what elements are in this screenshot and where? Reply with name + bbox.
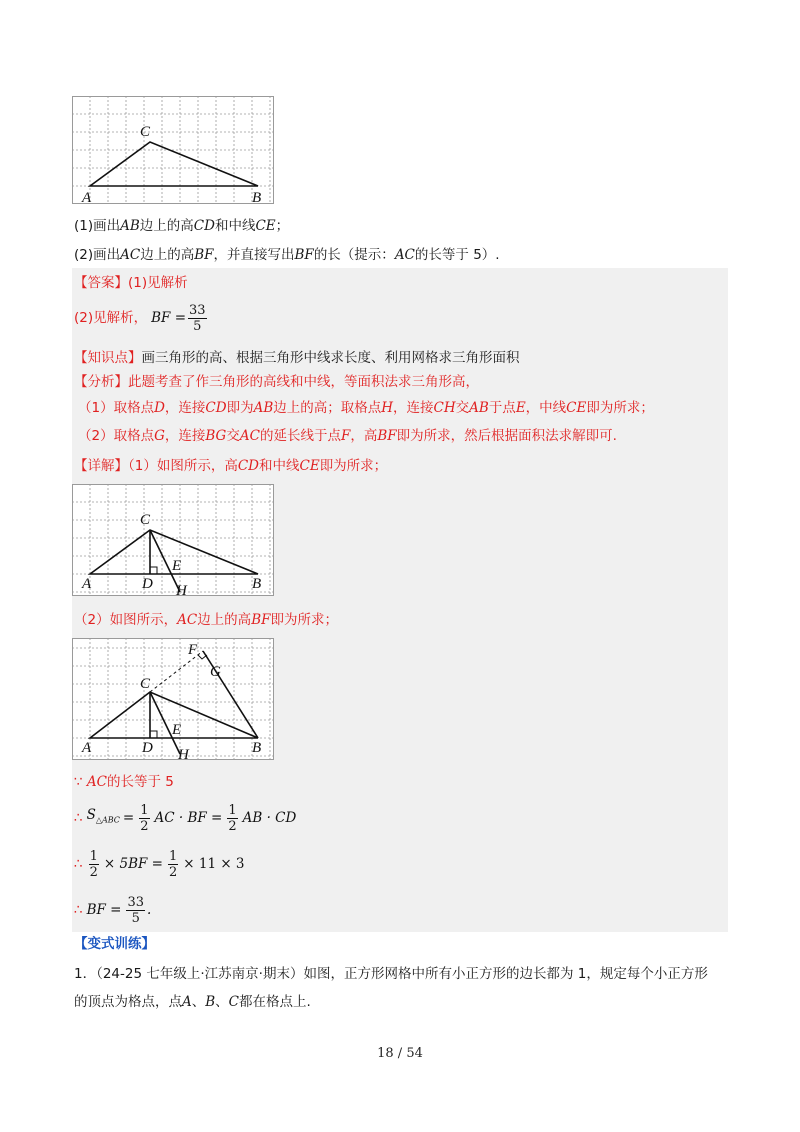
variant-question-line-2: 的顶点为格点，点A、B、C都在格点上. — [74, 994, 311, 1010]
proof-line-4: ∴ BF = $\frac{33}{5}$ . — [74, 894, 152, 926]
analysis-step-2: （2）取格点G，连接BG交AC的延长线于点F，高BF即为所求，然后根据面积法求解即可. — [78, 428, 617, 444]
svg-text:A: A — [82, 576, 92, 592]
label-c: C — [140, 124, 151, 140]
detail-line-1: 【详解】（1）如图所示，高CD和中线CE即为所求； — [74, 458, 388, 474]
answer-fraction: $\frac{33}{5}$ — [189, 302, 206, 334]
answer-line-1: 【答案】(1)见解析 — [74, 275, 188, 291]
svg-text:E: E — [172, 722, 182, 738]
label-b: B — [252, 190, 262, 204]
figure-altitude-bf — [72, 638, 274, 760]
svg-text:E: E — [172, 558, 182, 574]
svg-text:D: D — [142, 740, 153, 756]
svg-text:B: B — [252, 576, 262, 592]
variant-question-line-1: 1．（24-25 七年级上·江苏南京·期末）如图，正方形网格中所有小正方形的边长都为 1，规定每个小正方形 — [74, 966, 708, 982]
answer-line-2: (2)见解析， BF = $\frac{33}{5}$ — [74, 302, 206, 334]
svg-text:F: F — [188, 642, 198, 658]
question-1: (1)画出AB边上的高CD和中线CE； — [74, 218, 290, 234]
variant-heading: 【变式训练】 — [74, 936, 155, 952]
label-a: A — [82, 190, 92, 204]
figure-triangle-abc — [72, 96, 274, 204]
svg-text:G: G — [210, 664, 221, 680]
svg-text:B: B — [252, 740, 262, 756]
knowledge-line: 【知识点】画三角形的高、根据三角形中线求长度、利用网格求三角形面积 — [74, 350, 520, 366]
figure-median-altitude — [72, 484, 274, 596]
proof-line-3: ∴ $\frac{1}{2}$ × 5BF = $\frac{1}{2}$ × 11 × 3 — [74, 848, 245, 880]
proof-line-2: ∴ $S_{\triangle ABC}$ = $\frac{1}{2}$ AC · BF = $\frac{1}{2}$ AB · CD — [74, 802, 297, 834]
proof-line-1: ∵ AC的长等于 5 — [74, 774, 174, 790]
svg-text:A: A — [82, 740, 92, 756]
svg-text:C: C — [140, 512, 151, 528]
analysis-step-1: （1）取格点D，连接CD即为AB边上的高；取格点H，连接CH交AB于点E，中线CE即为所求； — [78, 400, 654, 416]
svg-text:D: D — [142, 576, 153, 592]
svg-text:H: H — [176, 583, 187, 596]
question-2: (2)画出AC边上的高BF，并直接写出BF的长（提示：AC的长等于 5）. — [74, 247, 500, 263]
detail-line-2: （2）如图所示，AC边上的高BF即为所求； — [74, 612, 338, 628]
svg-text:H: H — [178, 747, 189, 760]
analysis-line: 【分析】此题考查了作三角形的高线和中线，等面积法求三角形高， — [74, 374, 479, 390]
page-number: 18 / 54 — [377, 1046, 423, 1061]
svg-text:C: C — [140, 676, 151, 692]
